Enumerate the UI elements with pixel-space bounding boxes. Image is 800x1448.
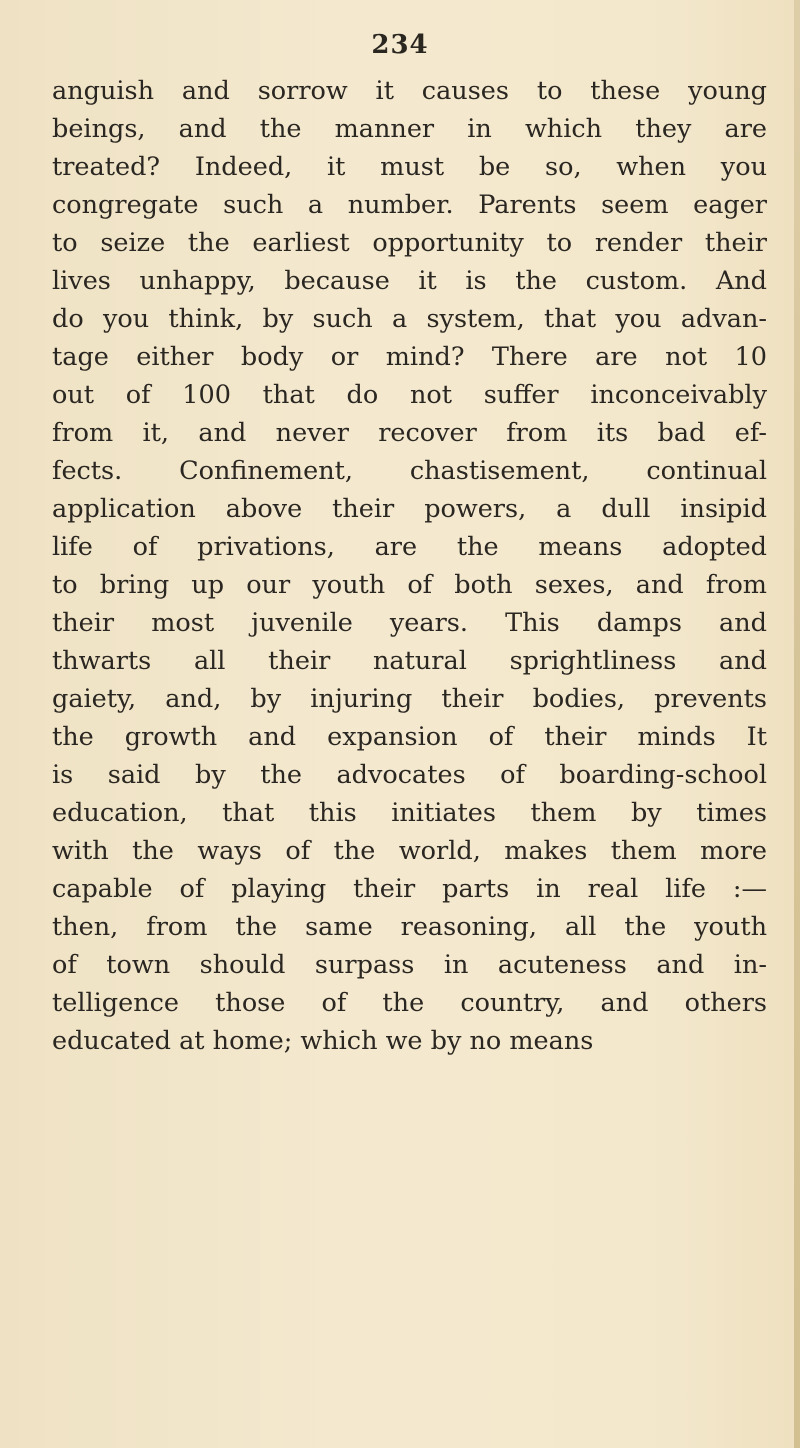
- text-line: telligence those of the country, and others: [52, 988, 767, 1018]
- text-line: educated at home; which we by no means: [52, 1026, 594, 1056]
- text-line: to bring up our youth of both sexes, and from: [52, 570, 767, 600]
- text-line: their most juvenile years. This damps and: [52, 608, 767, 638]
- text-line: do you think, by such a system, that you advan-: [52, 304, 767, 334]
- text-line: gaiety, and, by injuring their bodies, prevents: [52, 684, 767, 714]
- text-line: of town should surpass in acuteness and in-: [52, 950, 767, 980]
- page-edge: [794, 0, 800, 1448]
- text-line: beings, and the manner in which they are: [52, 114, 767, 144]
- text-line: education, that this initiates them by times: [52, 798, 767, 828]
- text-line: thwarts all their natural sprightliness and: [52, 646, 767, 676]
- text-line: application above their powers, a dull insipid: [52, 494, 767, 524]
- page-number: 234: [371, 30, 429, 60]
- text-line: anguish and sorrow it causes to these young: [52, 76, 767, 106]
- text-line: tage either body or mind? There are not 10: [52, 342, 767, 372]
- text-line: fects. Confinement, chastisement, continual: [52, 456, 767, 486]
- text-line: to seize the earliest opportunity to render their: [52, 228, 767, 258]
- text-line: the growth and expansion of their minds It: [52, 722, 767, 752]
- text-line: is said by the advocates of boarding-school: [52, 760, 767, 790]
- text-line: then, from the same reasoning, all the youth: [52, 912, 767, 942]
- text-line: life of privations, are the means adopted: [52, 532, 767, 562]
- text-line: with the ways of the world, makes them more: [52, 836, 767, 866]
- body-text: [52, 72, 767, 1060]
- text-line: from it, and never recover from its bad ef-: [52, 418, 767, 448]
- text-line: congregate such a number. Parents seem eager: [52, 190, 767, 220]
- text-line: capable of playing their parts in real life :—: [52, 874, 767, 904]
- text-line: out of 100 that do not suffer inconceivably: [52, 380, 767, 410]
- text-line: lives unhappy, because it is the custom. And: [52, 266, 767, 296]
- text-line: treated? Indeed, it must be so, when you: [52, 152, 767, 182]
